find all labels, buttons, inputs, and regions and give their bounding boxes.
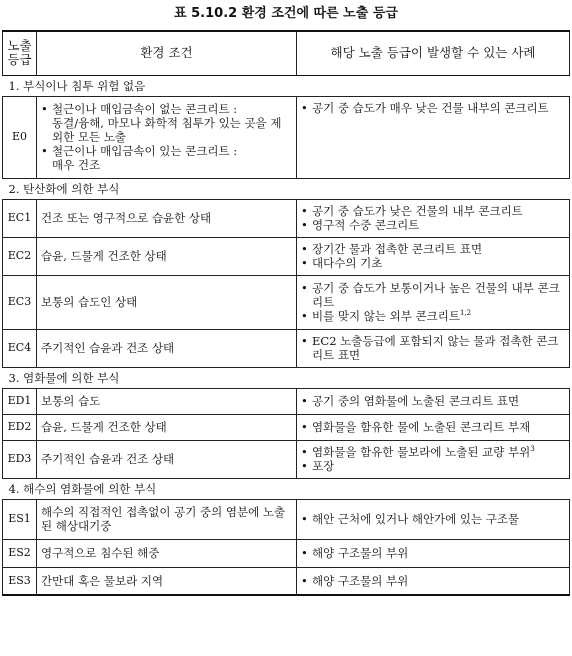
exposure-class-table [2, 30, 570, 596]
example-cell [297, 414, 570, 440]
header-row [3, 31, 570, 75]
grade-code: ED2 [3, 414, 37, 440]
table-row [3, 329, 570, 367]
section-label: 4. 해수의 염화물에 의한 부식 [3, 478, 570, 499]
example-cell [297, 275, 570, 329]
section-row [3, 478, 570, 499]
example-cell [297, 440, 570, 478]
example-cell [297, 567, 570, 595]
condition-cell: 습윤, 드물게 건조한 상태 [37, 237, 297, 275]
grade-code: ES3 [3, 567, 37, 595]
list-item: • 장기간 물과 접촉한 콘크리트 표면 [301, 242, 565, 256]
header-condition: 환경 조건 [37, 31, 297, 75]
table-row [3, 275, 570, 329]
list-item: • 공기 중의 염화물에 노출된 콘크리트 표면 [301, 394, 565, 408]
list-item: • 공기 중 습도가 보통이거나 높은 건물의 내부 콘크리트 [301, 281, 565, 309]
example-cell [297, 199, 570, 237]
list-item: • 철근이나 매입금속이 있는 콘크리트 : 매우 건조 [41, 144, 292, 172]
table-row [3, 414, 570, 440]
condition-cell [37, 96, 297, 178]
grade-code: EC1 [3, 199, 37, 237]
section-row [3, 367, 570, 388]
footnote-ref: 3 [530, 445, 535, 454]
table-row [3, 199, 570, 237]
table-row [3, 567, 570, 595]
list-item: • 공기 중 습도가 낮은 건물의 내부 콘크리트 [301, 204, 565, 218]
list-item: • 철근이나 매입금속이 없는 콘크리트 : 동결/융해, 마모나 화학적 침투가 있는 곳을 제외한 모든 노출 [41, 102, 292, 144]
table-row [3, 388, 570, 414]
grade-code: ED1 [3, 388, 37, 414]
list-item: • 대다수의 기초 [301, 256, 565, 270]
table-row [3, 440, 570, 478]
example-cell [297, 388, 570, 414]
grade-code: ES1 [3, 499, 37, 539]
grade-code: EC4 [3, 329, 37, 367]
list-item: • 공기 중 습도가 매우 낮은 건물 내부의 콘크리트 [301, 101, 565, 115]
list-item: • 영구적 수중 콘크리트 [301, 218, 565, 232]
section-row [3, 75, 570, 96]
condition-cell: 건조 또는 영구적으로 습윤한 상태 [37, 199, 297, 237]
table-row [3, 96, 570, 178]
example-cell [297, 329, 570, 367]
section-label: 3. 염화물에 의한 부식 [3, 367, 570, 388]
condition-cell: 영구적으로 침수된 해중 [37, 539, 297, 567]
table-row [3, 237, 570, 275]
list-item: • 염화물을 함유한 물보라에 노출된 교량 부위$^3$ [301, 445, 565, 459]
section-row [3, 178, 570, 199]
grade-code: ED3 [3, 440, 37, 478]
condition-cell: 습윤, 드물게 건조한 상태 [37, 414, 297, 440]
condition-cell: 해수의 직접적인 접촉없이 공기 중의 염분에 노출된 해상대기중 [37, 499, 297, 539]
list-item: • 비를 맞지 않는 외부 콘크리트$^{1,2}$ [301, 309, 565, 323]
condition-cell: 간만대 혹은 물보라 지역 [37, 567, 297, 595]
example-cell [297, 499, 570, 539]
list-sub-text: 매우 건조 [52, 158, 101, 172]
list-item: • 해양 구조물의 부위 [301, 574, 565, 588]
condition-cell: 보통의 습도 [37, 388, 297, 414]
grade-code: EC3 [3, 275, 37, 329]
example-cell [297, 96, 570, 178]
header-grade: 노출 등급 [3, 31, 37, 75]
table-title: 표 5.10.2 환경 조건에 따른 노출 등급 [174, 6, 398, 21]
example-cell [297, 237, 570, 275]
list-item: • EC2 노출등급에 포함되지 않는 물과 접촉한 콘크리트 표면 [301, 334, 565, 362]
list-item: • 포장 [301, 459, 565, 473]
table-row [3, 499, 570, 539]
list-sub-text: 동결/융해, 마모나 화학적 침투가 있는 곳을 제외한 모든 노출 [52, 116, 282, 144]
list-item: • 해안 근처에 있거나 해안가에 있는 구조물 [301, 512, 565, 526]
example-cell [297, 539, 570, 567]
section-label: 1. 부식이나 침투 위험 없음 [3, 75, 570, 96]
grade-code: ES2 [3, 539, 37, 567]
grade-code: EC2 [3, 237, 37, 275]
header-example: 해당 노출 등급이 발생할 수 있는 사례 [297, 31, 570, 75]
condition-cell: 주기적인 습윤과 건조 상태 [37, 329, 297, 367]
footnote-ref: 1,2 [459, 309, 472, 318]
table-row [3, 539, 570, 567]
list-item: • 염화물을 함유한 물에 노출된 콘크리트 부재 [301, 420, 565, 434]
list-item: • 해양 구조물의 부위 [301, 546, 565, 560]
condition-cell: 주기적인 습윤과 건조 상태 [37, 440, 297, 478]
section-label: 2. 탄산화에 의한 부식 [3, 178, 570, 199]
grade-code: E0 [3, 96, 37, 178]
condition-cell: 보통의 습도인 상태 [37, 275, 297, 329]
